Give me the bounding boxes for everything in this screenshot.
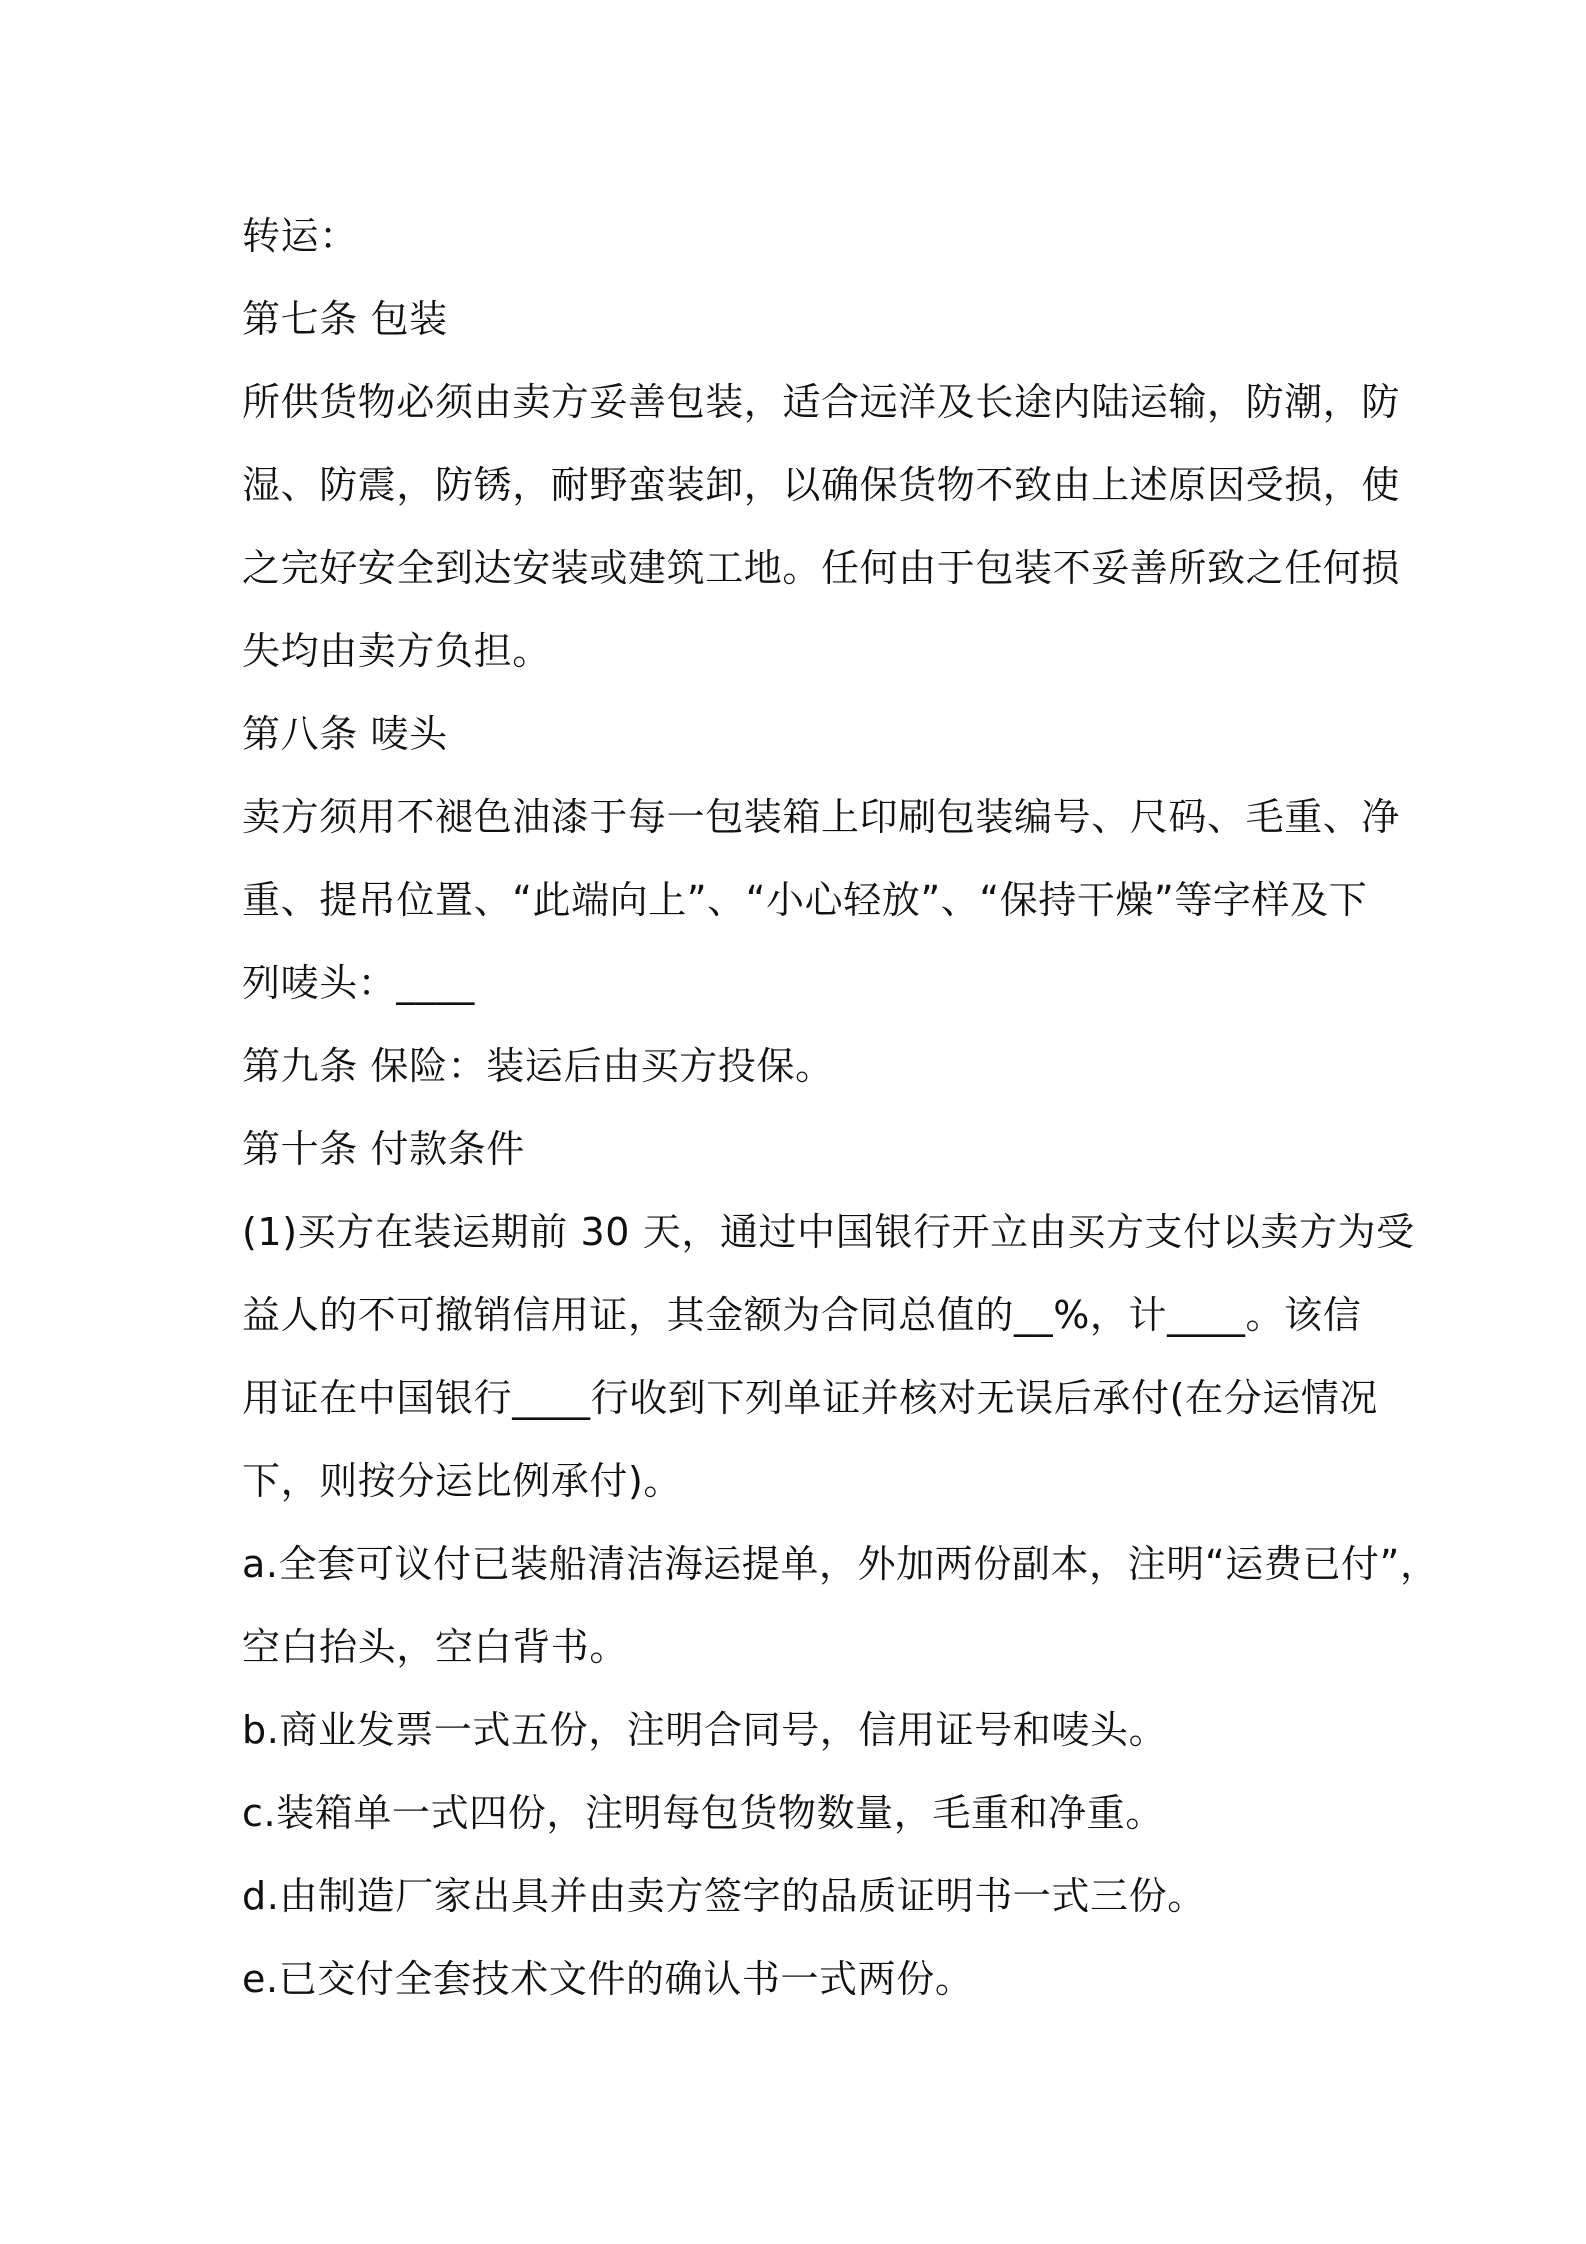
list-item-e: e.已交付全套技术文件的确认书一式两份。 <box>242 1957 974 2001</box>
text-line: 湿、防震，防锈，耐野蛮装卸，以确保货物不致由上述原因受损，使 <box>242 463 1401 507</box>
text-line: 下，则按分运比例承付)。 <box>242 1459 683 1503</box>
article-7-heading: 第七条 包装 <box>242 297 448 341</box>
list-item-d: d.由制造厂家出具并由卖方签字的品质证明书一式三份。 <box>242 1874 1206 1918</box>
text-line: 之完好安全到达安装或建筑工地。任何由于包装不妥善所致之任何损 <box>242 546 1401 590</box>
article-8-heading: 第八条 唛头 <box>242 712 448 756</box>
document-body <box>242 195 1439 2021</box>
list-item-b: b.商业发票一式五份，注明合同号，信用证号和唛头。 <box>242 1708 1168 1752</box>
text-line: 所供货物必须由卖方妥善包装，适合远洋及长途内陆运输，防潮，防 <box>242 380 1401 424</box>
text-line: 空白抬头，空白背书。 <box>242 1625 629 1669</box>
list-item-a: a.全套可议付已装船清洁海运提单，外加两份副本，注明“运费已付”， <box>242 1542 1439 1586</box>
text-line: 失均由卖方负担。 <box>242 629 551 673</box>
list-item-c: c.装箱单一式四份，注明每包货物数量，毛重和净重。 <box>242 1791 1164 1835</box>
text-line: 列唛头：____ <box>242 961 475 1005</box>
text-line: 用证在中国银行____行收到下列单证并核对无误后承付(在分运情况 <box>242 1376 1379 1420</box>
text-line: 转运： <box>242 214 358 258</box>
text-line: 重、提吊位置、“此端向上”、“小心轻放”、“保持干燥”等字样及下 <box>242 878 1368 922</box>
text-line: 益人的不可撤销信用证，其金额为合同总值的__%，计____。该信 <box>242 1293 1362 1337</box>
article-10-heading: 第十条 付款条件 <box>242 1127 525 1171</box>
text-line: 卖方须用不褪色油漆于每一包装箱上印刷包装编号、尺码、毛重、净 <box>242 795 1401 839</box>
article-9-heading: 第九条 保险：装运后由买方投保。 <box>242 1044 834 1088</box>
text-line: (1)买方在装运期前 30 天，通过中国银行开立由买方支付以卖方为受 <box>242 1210 1415 1254</box>
